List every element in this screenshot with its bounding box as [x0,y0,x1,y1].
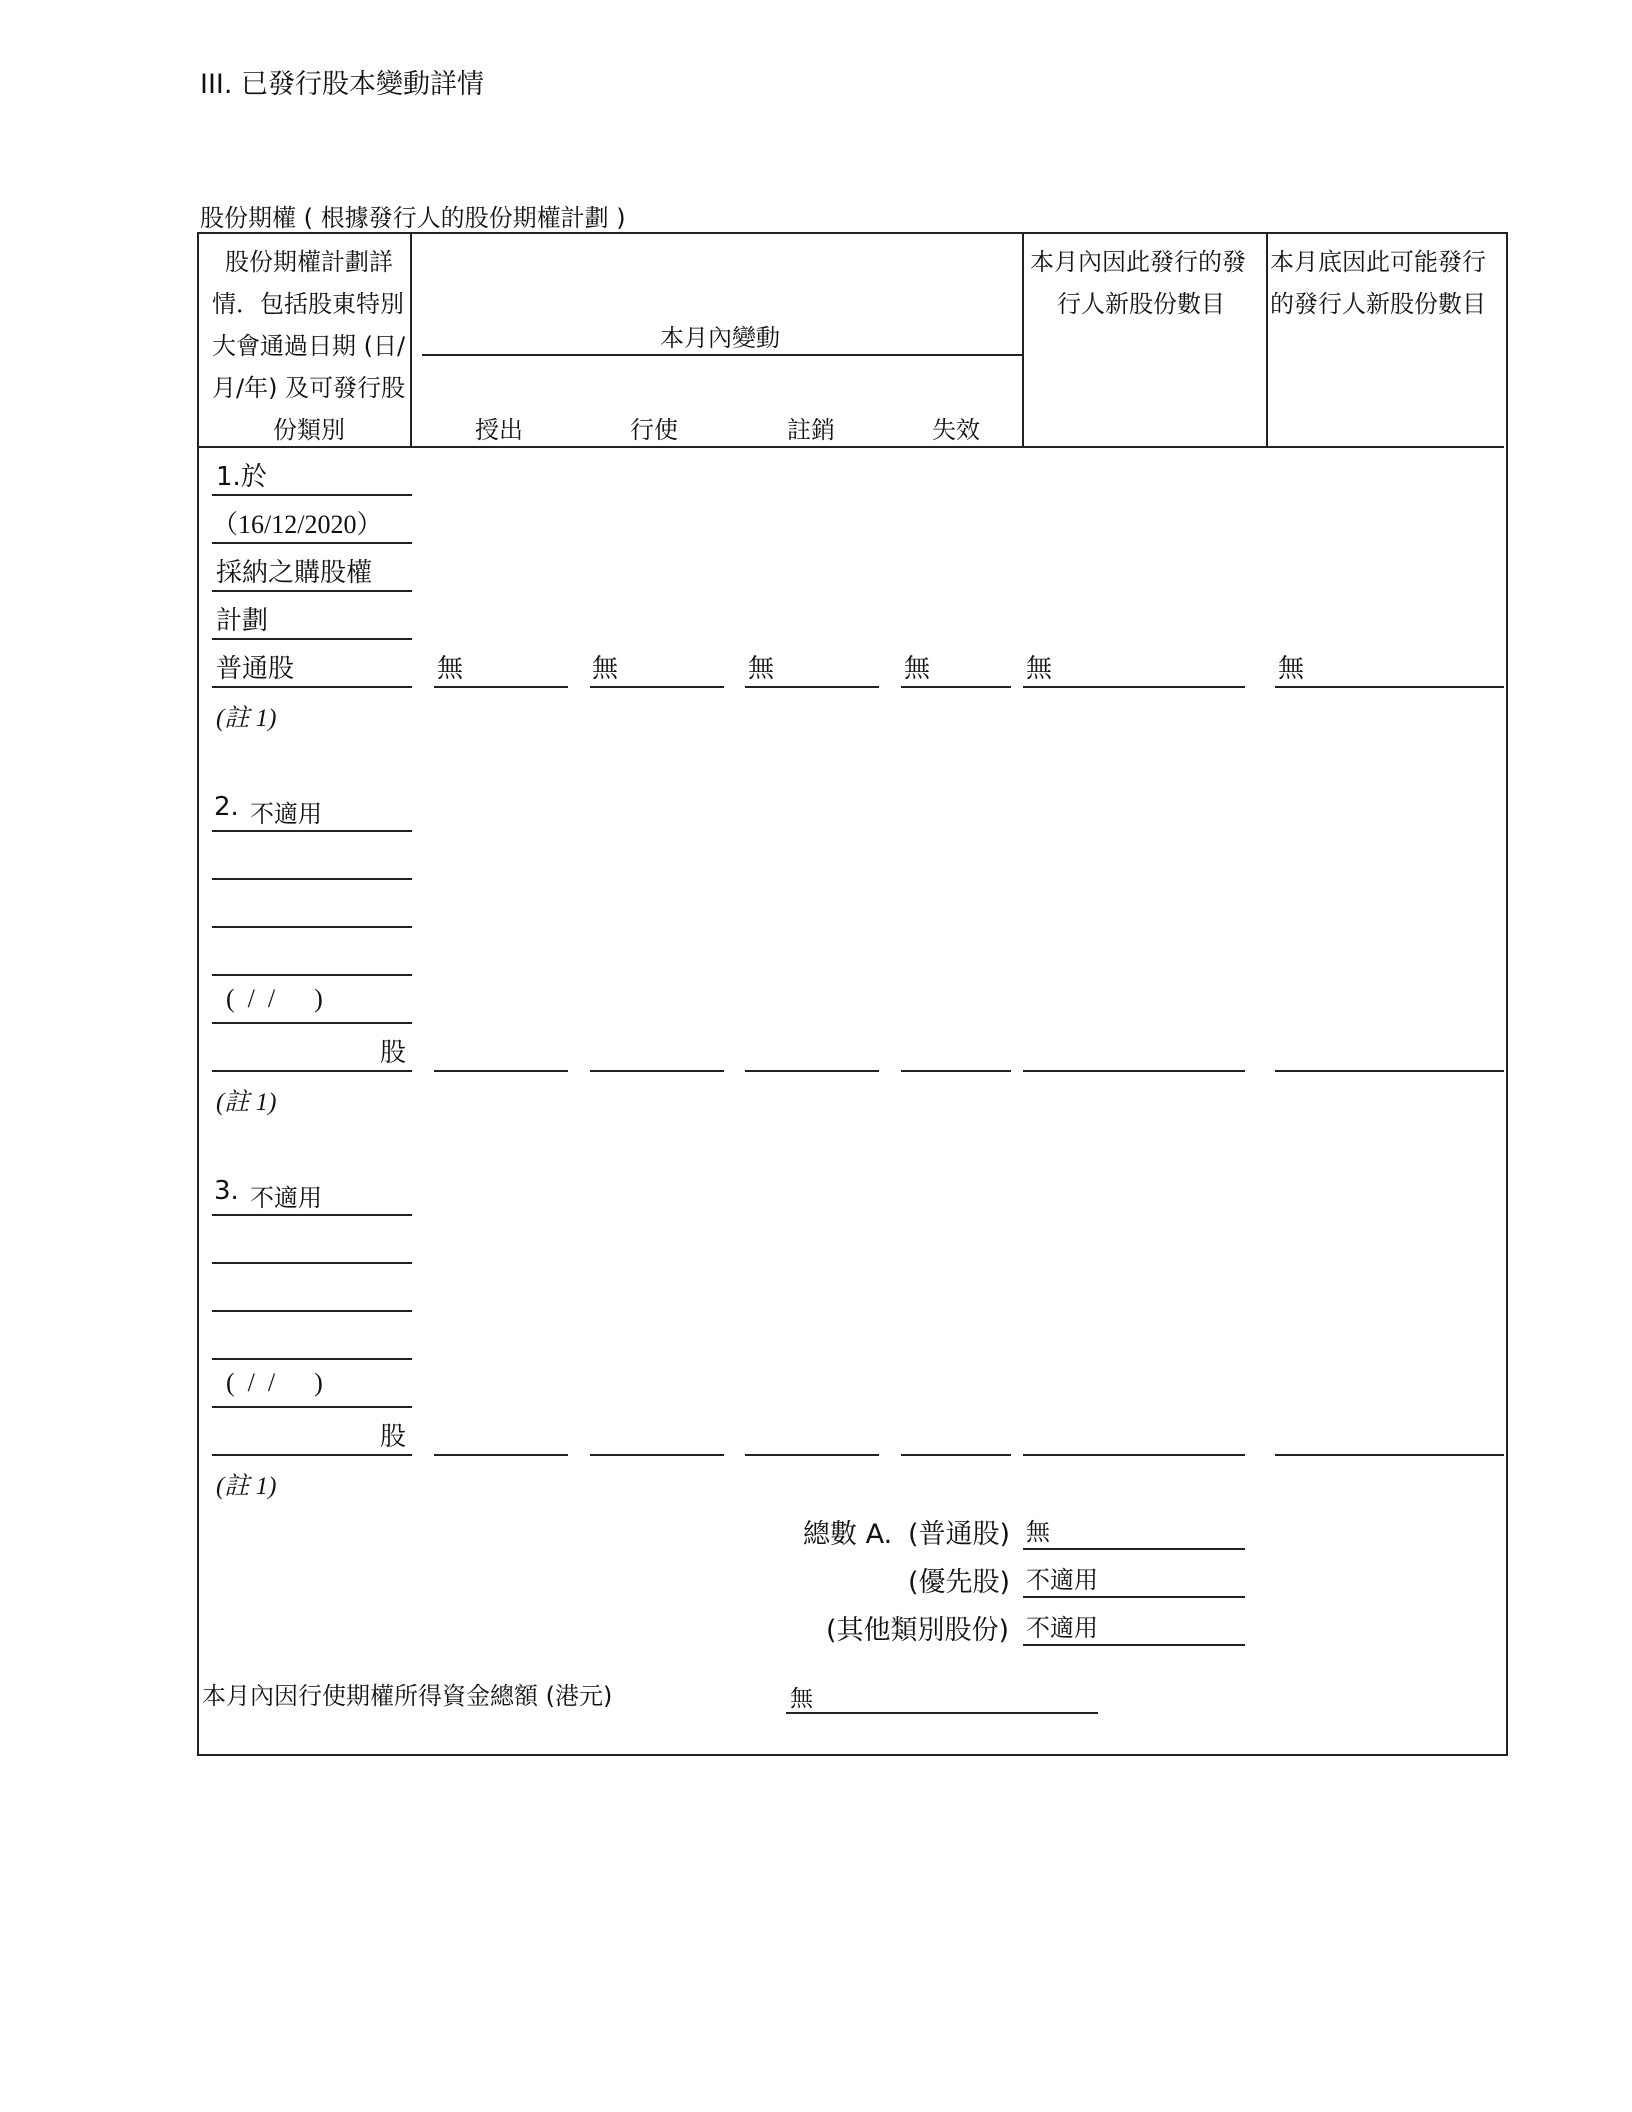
row1-value-rule [1275,686,1504,688]
row2-rule [212,878,412,880]
totals-value-preference: 不適用 [1026,1568,1098,1594]
row1-scheme-line: 1.於 [216,462,267,492]
row2-label: 不適用 [250,802,322,828]
row1-rule [212,638,412,640]
row1-value-rule [745,686,879,688]
row2-share-suffix: 股 [380,1038,407,1068]
row1-adoption-date: （16/12/2020） [212,510,383,539]
totals-value-ordinary: 無 [1026,1520,1050,1546]
row2-note: (註 1) [216,1089,277,1116]
header-col1-line: 份類別 [273,416,345,444]
row1-granted-value: 無 [437,654,464,683]
row2-value-rule [1023,1070,1245,1072]
row1-rule [212,542,412,544]
row3-value-rule [1023,1454,1245,1456]
row2-value-rule [745,1070,879,1072]
row1-note: (註 1) [216,705,277,732]
sub-col-cancelled: 註銷 [787,416,835,444]
row2-value-rule [1275,1070,1504,1072]
totals-rule [1023,1644,1245,1646]
row1-scheme-line: 採納之購股權 [216,558,373,587]
row1-value-rule [590,686,724,688]
header-possible-line: 本月底因此可能發行 [1270,248,1486,276]
row3-value-rule [1275,1454,1504,1456]
row1-issued-value: 無 [1026,654,1053,683]
proceeds-label: 本月內因行使期權所得資金總額 (港元) [202,1682,613,1710]
row1-possible-value: 無 [1278,654,1305,683]
col-possible-divider [1266,234,1268,446]
row1-scheme-line: 計劃 [216,606,269,635]
row3-rule [212,1406,412,1408]
row2-date-placeholder: ( / / ) [226,984,323,1013]
header-col1-line: 大會通過日期 (日/ [212,332,406,360]
row3-value-rule [745,1454,879,1456]
col-issued-divider [1022,234,1024,446]
row1-value-rule [1023,686,1245,688]
totals-rule [1023,1596,1245,1598]
row3-number: 3. [214,1176,239,1206]
totals-class-other: (其他類別股份) [826,1615,1010,1646]
header-issued-line: 行人新股份數目 [1057,290,1225,318]
row1-cancelled-value: 無 [748,654,775,683]
header-possible-line: 的發行人新股份數目 [1270,290,1486,318]
sub-col-exercised: 行使 [630,416,678,444]
row3-date-placeholder: ( / / ) [226,1368,323,1397]
totals-class-ordinary: (普通股) [908,1519,1011,1550]
totals-class-preference: (優先股) [908,1567,1011,1598]
row2-value-rule [434,1070,568,1072]
row2-rule [212,830,412,832]
proceeds-rule [786,1712,1098,1714]
row3-rule [212,1310,412,1312]
row3-rule [212,1262,412,1264]
movement-underline [422,354,1022,356]
row2-value-rule [590,1070,724,1072]
header-divider [198,446,1504,448]
row3-rule [212,1454,412,1456]
row3-value-rule [434,1454,568,1456]
row2-number: 2. [214,792,239,822]
sub-col-granted: 授出 [475,416,523,444]
row2-rule [212,1070,412,1072]
totals-rule [1023,1548,1245,1550]
row3-rule [212,1214,412,1216]
row1-lapsed-value: 無 [904,654,931,683]
row3-value-rule [901,1454,1011,1456]
row1-value-rule [434,686,568,688]
row2-rule [212,974,412,976]
row3-share-suffix: 股 [380,1422,407,1452]
row2-rule [212,1022,412,1024]
totals-label: 總數 A. [803,1519,893,1550]
header-col1-line: 情．包括股東特別 [212,290,404,318]
row1-exercised-value: 無 [592,654,619,683]
sub-col-lapsed: 失效 [932,416,980,444]
row3-value-rule [590,1454,724,1456]
movement-label: 本月內變動 [660,324,780,352]
table-title: 股份期權 ( 根據發行人的股份期權計劃 ) [200,204,626,232]
header-col1-line: 股份期權計劃詳 [225,248,393,276]
header-col1-line: 月/年) 及可發行股 [212,374,406,402]
row2-rule [212,926,412,928]
header-issued-line: 本月內因此發行的發 [1030,248,1246,276]
row1-rule [212,686,412,688]
row1-rule [212,590,412,592]
col1-divider [410,234,412,446]
row1-value-rule [901,686,1011,688]
section-title: III. 已發行股本變動詳情 [200,69,485,100]
row3-note: (註 1) [216,1473,277,1500]
proceeds-value: 無 [790,1686,813,1711]
row3-rule [212,1358,412,1360]
totals-value-other: 不適用 [1026,1616,1098,1642]
row1-share-class: 普通股 [216,654,295,683]
row3-label: 不適用 [250,1186,322,1212]
row2-value-rule [901,1070,1011,1072]
row1-rule [212,494,412,496]
